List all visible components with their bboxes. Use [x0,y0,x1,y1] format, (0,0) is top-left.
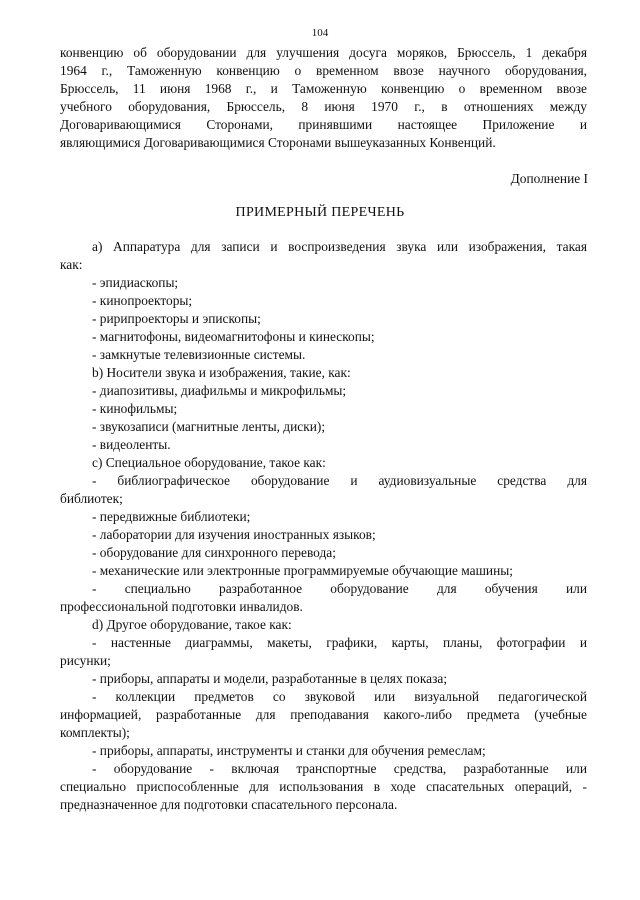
list-item: специально приспособленные для использования в ходе спасательных операций, - [60,779,587,794]
list-item: - оборудование - включая транспортные средства, разработанные или [92,761,587,776]
list-item: библиотек; [60,491,123,506]
intro-line: 1964 г., Таможенную конвенцию о временном ввозе научного оборудования, [60,63,587,78]
list-item: профессиональной подготовки инвалидов. [60,599,303,614]
list-item: предназначенное для подготовки спасательного персонала. [60,797,398,812]
document-title: ПРИМЕРНЫЙ ПЕРЕЧЕНЬ [235,205,405,220]
list-item: - эпидиаскопы; [92,275,179,290]
list-item: - лаборатории для изучения иностранных языков; [92,527,376,542]
list-item: - ририпроекторы и эпископы; [92,311,261,326]
page-number: 104 [311,27,329,39]
list-item: - кинопроекторы; [92,293,193,308]
intro-line: являющимися Договаривающимися Сторонами вышеуказанных Конвенций. [60,135,496,150]
intro-line: Брюссель, 11 июня 1968 г., и Таможенную конвенцию о временном ввозе [60,81,587,96]
list-item: - приборы, аппараты, инструменты и станки для обучения ремеслам; [92,743,486,758]
intro-line: конвенцию об оборудовании для улучшения досуга моряков, Брюссель, 1 декабря [60,45,587,60]
list-item: - библиографическое оборудование и аудиовизуальные средства для [92,473,587,488]
list-item: как: [60,257,83,272]
list-item: рисунки; [60,653,111,668]
intro-paragraph [60,44,587,152]
list-item: информацией, разработанные для преподавания какого-либо предмета (учебные [60,707,587,722]
list-item: комплекты); [60,725,130,740]
list-item: - видеоленты. [92,437,171,452]
list-item: - звукозаписи (магнитные ленты, диски); [92,419,326,434]
list-item: - специально разработанное оборудование для обучения или [92,581,587,596]
list-item: - замкнутые телевизионные системы. [92,347,306,362]
list-item: - передвижные библиотеки; [92,509,251,524]
list-item: - оборудование для синхронного перевода; [92,545,336,560]
list-item: a) Аппаратура для записи и воспроизведения звука или изображения, такая [92,239,587,254]
list-item: - настенные диаграммы, макеты, графики, карты, планы, фотографии и [92,635,587,650]
list-item: d) Другое оборудование, такое как: [92,617,292,632]
list-item: - кинофильмы; [92,401,178,416]
list-item: - приборы, аппараты и модели, разработанные в целях показа; [92,671,448,686]
intro-line: учебного оборудования, Брюссель, 8 июня 1970 г., в отношениях между [60,99,587,114]
list-item: c) Специальное оборудование, такое как: [92,455,326,470]
list-item: - диапозитивы, диафильмы и микрофильмы; [92,383,347,398]
list-item: - магнитофоны, видеомагнитофоны и кинескопы; [92,329,375,344]
intro-line: Договаривающимися Сторонами, принявшими настоящее Приложение и [60,117,587,132]
list-item: - механические или электронные программируемые обучающие машины; [92,563,513,578]
list-item: b) Носители звука и изображения, такие, как: [92,365,351,380]
list-item: - коллекции предметов со звуковой или визуальной педагогической [92,689,587,704]
addendum-label: Дополнение I [510,171,588,186]
